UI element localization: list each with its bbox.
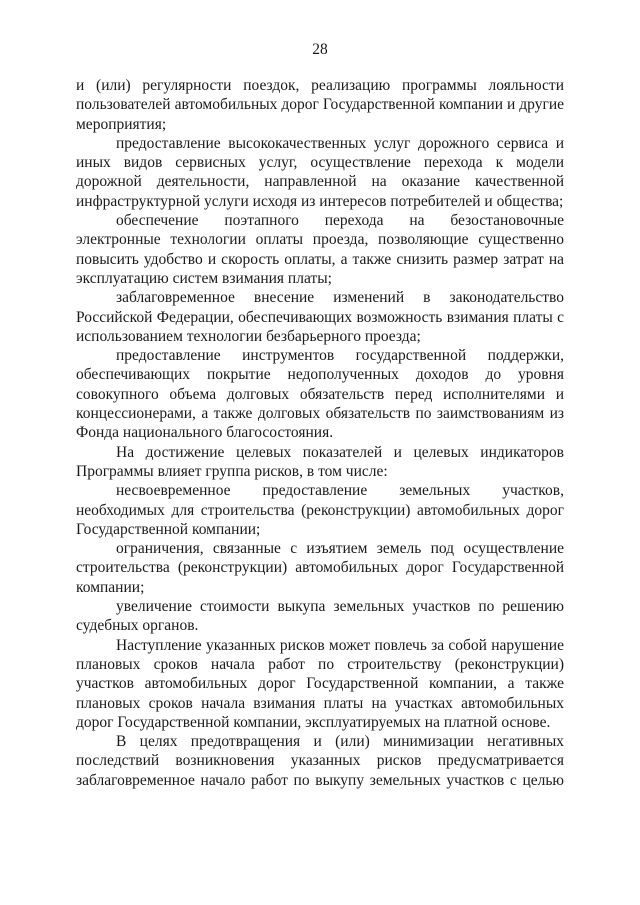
paragraph: В целях предотвращения и (или) минимизации негативных последствий возникновения указанных рисков предусматривается заблаговременное начало работ по выкупу земельных участков с целью (76, 733, 564, 789)
paragraph: несвоевременное предоставление земельных участков, необходимых для строительства (реконструкции) автомобильных дорог Государственной компании; (76, 482, 564, 538)
paragraph: Наступление указанных рисков может повлечь за собой нарушение плановых сроков начала работ по строительству (реконструкции) участков автомобильных дорог Государственной компании, а также плановых сроков начала взимания платы на участках автомобильных дорог Государственной компании, эксплуатируемых на платной основе. (76, 636, 564, 731)
paragraph: и (или) регулярности поездок, реализацию программы лояльности пользователей автомобильных дорог Государственной компании и другие мероприятия; (76, 77, 564, 133)
paragraph: На достижение целевых показателей и целевых индикаторов Программы влияет группа рисков, в том числе: (76, 443, 564, 480)
paragraph: обеспечение поэтапного перехода на безостановочные электронные технологии оплаты проезда, позволяющие существенно повысить удобство и скорость оплаты, а также снизить размер затрат на эксплуатацию систем взимания платы; (76, 212, 564, 287)
paragraph: увеличение стоимости выкупа земельных участков по решению судебных органов. (76, 598, 564, 635)
paragraph: заблаговременное внесение изменений в законодательство Российской Федерации, обеспечивающих возможность взимания платы с использованием технологии безбарьерного проезда; (76, 289, 564, 345)
paragraph: предоставление высококачественных услуг дорожного сервиса и иных видов сервисных услуг, осуществление перехода к модели дорожной деятельности, направленной на оказание качественной инфраструктурной услуги исходя из интересов потребителей и общества; (76, 134, 564, 210)
paragraph: ограничения, связанные с изъятием земель под осуществление строительства (реконструкции) автомобильных дорог Государственной компании; (76, 540, 564, 596)
page-number: 28 (312, 41, 328, 58)
document-body (76, 76, 564, 790)
paragraph: предоставление инструментов государственной поддержки, обеспечивающих покрытие недополученных доходов до уровня совокупного объема долговых обязательств перед исполнителями и концессионерами, а также долговых обязательств по заимствованиям из Фонда национального благосостояния. (76, 347, 564, 442)
